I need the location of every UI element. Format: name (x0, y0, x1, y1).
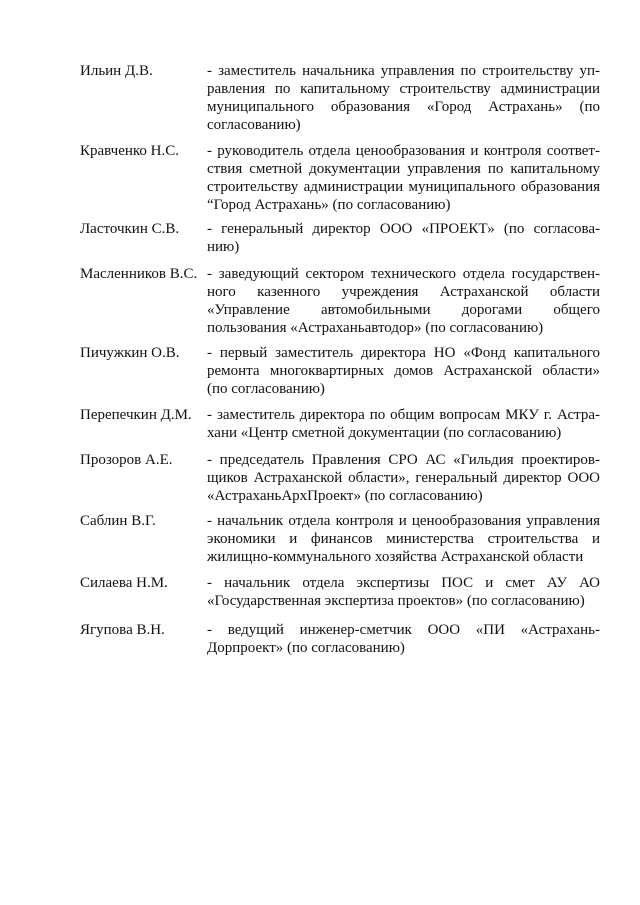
role-line: - заместитель начальника управления по строительству уп- (207, 63, 600, 79)
role-line: жилищно-коммунального хозяйства Астраханской области (207, 549, 584, 565)
role-line: - ведущий инженер-сметчик ООО «ПИ «Астрахань- (207, 622, 600, 638)
member-role (207, 451, 600, 505)
member-name: Ласточкин С.В. (80, 221, 180, 237)
member-name: Саблин В.Г. (80, 513, 156, 529)
role-line: щиков Астраханской области», генеральный директор ООО (207, 470, 600, 486)
member-name: Ягупова В.Н. (80, 622, 165, 638)
member-role (207, 406, 600, 442)
role-line: - генеральный директор ООО «ПРОЕКТ» (по согласова- (207, 221, 600, 237)
role-line: муниципального образования «Город Астрахань» (по (207, 99, 600, 115)
role-line: «Государственная экспертиза проектов» (по согласованию) (207, 593, 585, 609)
member-name: Кравченко Н.С. (80, 143, 180, 159)
role-line: «Управление автомобильными дорогами общего (207, 302, 600, 318)
member-role (207, 344, 600, 398)
role-line: ного казенного учреждения Астраханской области (207, 284, 600, 300)
member-name: Масленников В.С. (80, 266, 198, 282)
member-role (207, 512, 600, 566)
role-line: Дорпроект» (по согласованию) (207, 640, 405, 656)
role-line: ремонта многоквартирных домов Астраханской области» (207, 363, 600, 379)
member-role (207, 142, 600, 214)
role-line: пользования «Астраханьавтодор» (по согласованию) (207, 320, 544, 336)
role-line: нию) (207, 239, 240, 255)
role-line: - заведующий сектором технического отдела государствен- (207, 266, 600, 282)
member-name: Ильин Д.В. (80, 63, 153, 79)
member-name: Силаева Н.М. (80, 575, 168, 591)
role-line: - председатель Правления СРО АС «Гильдия проектиров- (207, 452, 600, 468)
role-line: - начальник отдела контроля и ценообразования управления (207, 513, 600, 529)
role-line: (по согласованию) (207, 381, 325, 397)
member-role (207, 574, 600, 610)
role-line: равления по капитальному строительству администрации (207, 81, 600, 97)
member-role (207, 220, 600, 256)
member-name: Прозоров А.Е. (80, 452, 173, 468)
role-line: хани «Центр сметной документации (по согласованию) (207, 425, 562, 441)
role-line: экономики и финансов министерства строительства и (207, 531, 600, 547)
role-line: - заместитель директора по общим вопросам МКУ г. Астра- (207, 407, 600, 423)
member-role (207, 265, 600, 337)
role-line: - первый заместитель директора НО «Фонд капитального (207, 345, 600, 361)
role-line: строительству администрации муниципального образования (207, 179, 600, 195)
role-line: - руководитель отдела ценообразования и контроля соответ- (207, 143, 600, 159)
role-line: согласованию) (207, 117, 301, 133)
member-role (207, 62, 600, 134)
member-name: Перепечкин Д.М. (80, 407, 192, 423)
role-line: “Город Астрахань» (по согласованию) (207, 197, 451, 213)
role-line: - начальник отдела экспертизы ПОС и смет АУ АО (207, 575, 600, 591)
role-line: «АстраханьАрхПроект» (по согласованию) (207, 488, 483, 504)
member-name: Пичужкин О.В. (80, 345, 180, 361)
role-line: ствия сметной документации управления по капитальному (207, 161, 600, 177)
member-role (207, 621, 600, 657)
